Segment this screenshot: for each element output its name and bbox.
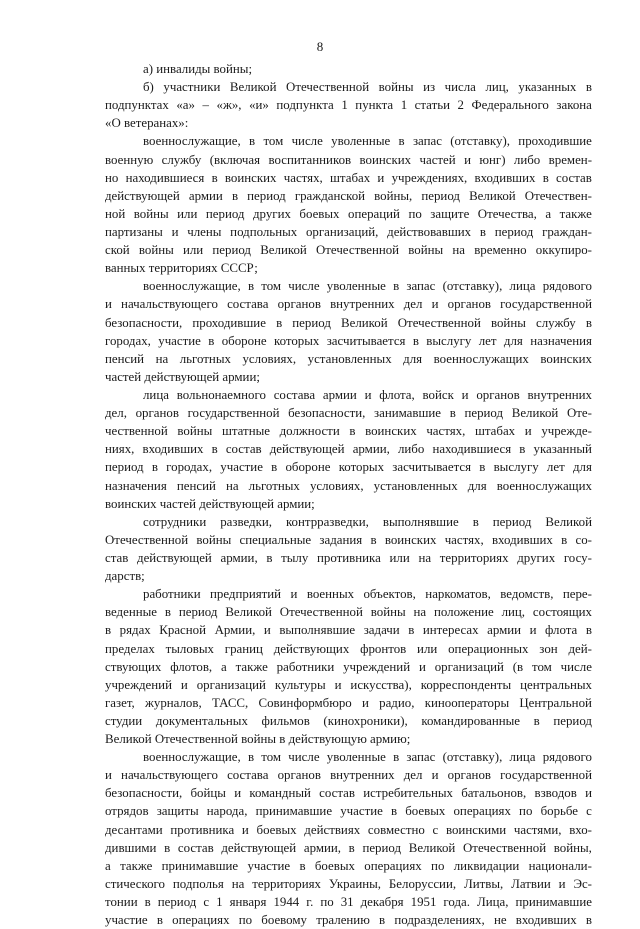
text-line: и начальствующего состава органов внутренних дел и органов государственной [105, 297, 592, 312]
text-line: чественной войны штатные должности в воинских частях, штабах и учрежде- [105, 424, 592, 439]
text-line: тонии в период с 1 января 1944 г. по 31 декабря 1951 года. Лица, принимавшие [105, 895, 592, 910]
paragraph [105, 277, 592, 386]
text-line: лица вольнонаемного состава армии и флота, войск и органов внутренних [143, 387, 592, 402]
text-line: ной войны или период других боевых операций по защите Отечества, а также [105, 206, 592, 221]
text-line: в рядах Красной Армии, и выполнявшие задачи в интересах армии и флота в [105, 623, 592, 638]
text-line: безопасности, проходившие в период Великой Отечественной войны службу в [105, 315, 592, 330]
text-line: ниях, входивших в состав действующей армии, либо находившиеся в указанный [105, 442, 592, 457]
text-line: период в городах, участие в обороне которых засчитывается в выслугу лет для [105, 460, 592, 475]
text-line: отрядов защиты народа, принимавшие участие в боевых операциях по борьбе с [105, 804, 592, 819]
text-line: газет, журналов, ТАСС, Совинформбюро и радио, кинооператоры Центральной [105, 695, 592, 710]
text-line: дел, органов государственной безопасности, занимавшие в период Великой Оте- [105, 406, 592, 421]
text-line: военнослужащие, в том числе уволенные в запас (отставку), лица рядового [143, 279, 592, 294]
text-line: студии документальных фильмов (кинохроники), командированные в период [105, 713, 592, 728]
text-line: воинских частей действующей армии; [105, 496, 315, 511]
text-line: безопасности, бойцы и командный состав истребительных батальонов, взводов и [105, 786, 592, 801]
text-line: частей действующей армии; [105, 369, 260, 384]
text-line: пенсий на льготных условиях, установленных для военнослужащих воинских [105, 351, 592, 366]
paragraph [105, 585, 592, 748]
text-line: Великой Отечественной войны в действующую армию; [105, 732, 411, 747]
paragraph [105, 386, 592, 513]
text-line: пределах тыловых границ действующих фронтов или операционных зон дей- [105, 641, 592, 656]
text-line: дившими в состав действующей армии, в период Великой Отечественной войны, [105, 840, 592, 855]
text-line: ванных территориях СССР; [105, 261, 258, 276]
text-line: б) участники Великой Отечественной войны из числа лиц, указанных в [143, 80, 592, 95]
text-line: Отечественной войны специальные задания в воинских частях, входивших в со- [105, 532, 592, 547]
text-line: участие в операциях по боевому тралению в подразделениях, не входивших в [105, 913, 592, 928]
text-line: военную службу (включая воспитанников воинских частей и юнг) либо времен- [105, 152, 592, 167]
text-line: ствующих флотов, а также работники учреждений и организаций (в том числе [105, 659, 592, 674]
text-line: сотрудники разведки, контрразведки, выполнявшие в период Великой [143, 514, 592, 529]
paragraph [105, 60, 592, 78]
paragraph [105, 513, 592, 585]
text-line: назначения пенсий на льготных условиях, установленных для военнослужащих [105, 478, 592, 493]
text-line: ской войны или период Великой Отечественной войны на временно оккупиро- [105, 243, 592, 258]
text-line: «О ветеранах»: [105, 116, 189, 131]
text-line: стического подполья на территориях Украины, Белоруссии, Литвы, Латвии и Эс- [105, 876, 592, 891]
document-body [105, 60, 592, 929]
page-number: 8 [316, 39, 324, 54]
text-line: а) инвалиды войны; [143, 62, 253, 76]
text-line: и начальствующего состава органов внутренних дел и органов государственной [105, 768, 592, 783]
text-line: военнослужащие, в том числе уволенные в запас (отставку), проходившие [143, 134, 592, 149]
paragraph [105, 132, 592, 277]
text-line: действующей армии в период гражданской войны, период Великой Отечествен- [105, 188, 592, 203]
text-line: партизаны и члены подпольных организаций, действовавших в период граждан- [105, 224, 592, 239]
text-line: работники предприятий и военных объектов, наркоматов, ведомств, пере- [143, 587, 592, 602]
text-line: военнослужащие, в том числе уволенные в запас (отставку), лица рядового [143, 750, 592, 765]
text-line: став действующей армии, в тылу противника или на территориях других госу- [105, 550, 592, 565]
paragraph [105, 78, 592, 132]
text-line: подпунктах «а» – «ж», «и» подпункта 1 пункта 1 статьи 2 Федерального закона [105, 98, 592, 113]
text-line: дарств; [105, 569, 145, 584]
text-line: но находившиеся в воинских частях, штабах и учреждениях, входивших в состав [105, 170, 592, 185]
text-line: десантами противника и боевых действиях совместно с воинскими частями, вхо- [105, 822, 592, 837]
text-line: городах, участие в обороне которых засчитывается в выслугу лет для назначения [105, 333, 592, 348]
paragraph [105, 748, 592, 929]
text-line: учреждений и организаций культуры и искусства), корреспонденты центральных [105, 677, 592, 692]
text-line: а также принимавшие участие в боевых операциях по ликвидации национали- [105, 858, 592, 873]
text-line: веденные в период Великой Отечественной войны на положение лиц, состоящих [105, 605, 592, 620]
